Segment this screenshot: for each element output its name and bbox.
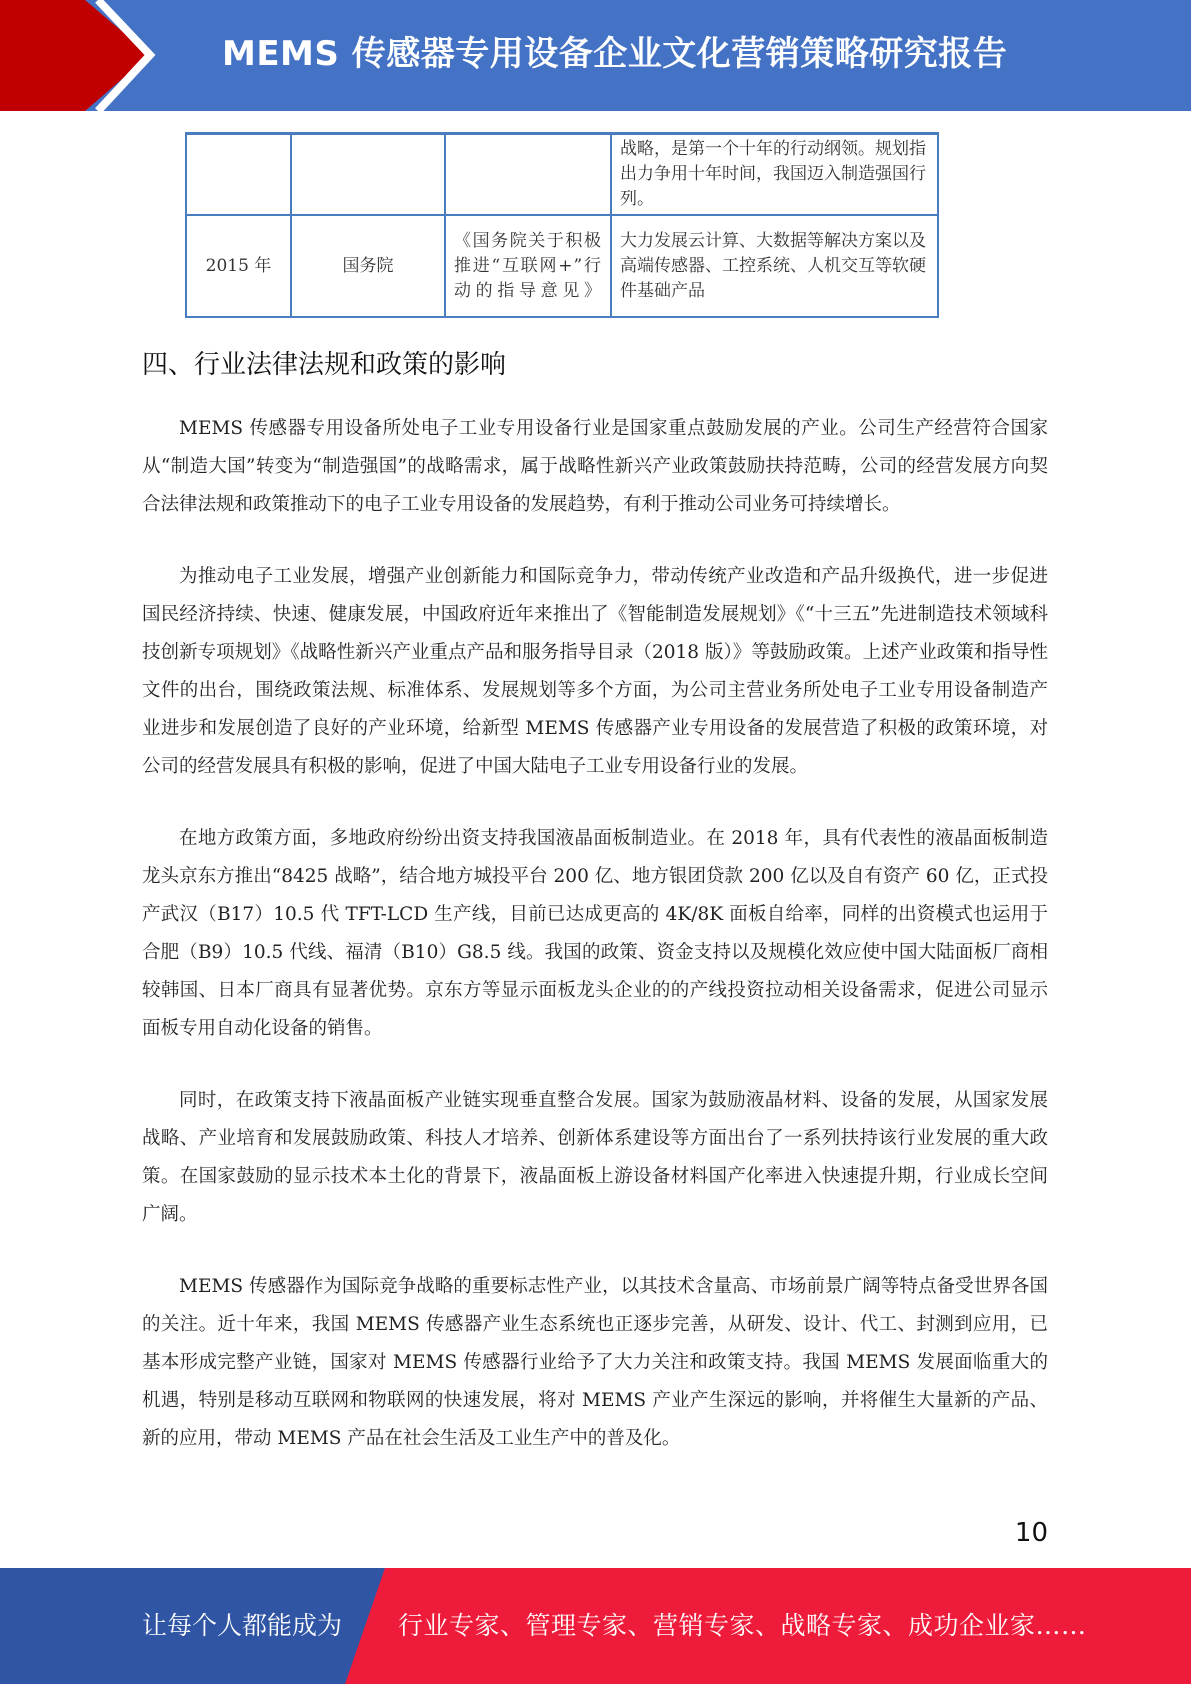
cell-document: [445, 134, 611, 216]
policy-table: [185, 132, 937, 318]
page-footer: [0, 1568, 1191, 1684]
cell-year: 2015 年: [186, 215, 291, 317]
report-title: MEMS 传感器专用设备企业文化营销策略研究报告: [222, 34, 1008, 74]
paragraph: 为推动电子工业发展，增强产业创新能力和国际竞争力，带动传统产业改造和产品升级换代，进一步促进国民经济持续、快速、健康发展，中国政府近年来推出了《智能制造发展规划》《“十三五”先进制造技术领域科技创新专项规划》《战略性新兴产业重点产品和服务指导目录（2018 版）》等鼓励政策。上述产业政策和指导性文件的出台，围绕政策法规、标准体系、发展规划等多个方面，为公司主营业务所处电子工业专用设备制造产业进步和发展创造了良好的产业环境，给新型 MEMS 传感器产业专用设备的发展营造了积极的政策环境，对公司的经营发展具有积极的影响，促进了中国大陆电子工业专用设备行业的发展。: [142, 566, 1048, 777]
cell-content: 大力发展云计算、大数据等解决方案以及高端传感器、工控系统、人机交互等软硬件基础产品: [611, 215, 938, 317]
page-number: 10: [1014, 1518, 1048, 1548]
page-header: [0, 0, 1191, 111]
section-heading: 四、行业法律法规和政策的影响: [142, 350, 507, 380]
cell-document: 《国务院关于积极推进“互联网+”行动的指导意见》: [445, 215, 611, 317]
table-row: [186, 134, 938, 216]
footer-slogan-left: 让每个人都能成为: [142, 1611, 343, 1640]
paragraph: 同时，在政策支持下液晶面板产业链实现垂直整合发展。国家为鼓励液晶材料、设备的发展，从国家发展战略、产业培育和发展鼓励政策、科技人才培养、创新体系建设等方面出台了一系列扶持该行业发展的重大政策。在国家鼓励的显示技术本土化的背景下，液晶面板上游设备材料国产化率进入快速提升期，行业成长空间广阔。: [142, 1090, 1048, 1225]
cell-content: 战略，是第一个十年的行动纲领。规划指出力争用十年时间，我国迈入制造强国行列。: [611, 134, 938, 216]
footer-slogan-right: 行业专家、管理专家、营销专家、战略专家、成功企业家……: [398, 1611, 1087, 1640]
paragraph: MEMS 传感器作为国际竞争战略的重要标志性产业，以其技术含量高、市场前景广阔等特点备受世界各国的关注。近十年来，我国 MEMS 传感器产业生态系统也正逐步完善，从研发、设计、代工、封测到应用，已基本形成完整产业链，国家对 MEMS 传感器行业给予了大力关注和政策支持。我国 MEMS 发展面临重大的机遇，特别是移动互联网和物联网的快速发展，将对 MEMS 产业产生深远的影响，并将催生大量新的产品、新的应用，带动 MEMS 产品在社会生活及工业生产中的普及化。: [142, 1276, 1048, 1449]
cell-agency: 国务院: [291, 215, 445, 317]
header-red-arrow: [0, 0, 150, 111]
cell-agency: [291, 134, 445, 216]
table-row: [186, 215, 938, 317]
body-text: [142, 410, 1048, 1492]
paragraph: 在地方政策方面，多地政府纷纷出资支持我国液晶面板制造业。在 2018 年，具有代表性的液晶面板制造龙头京东方推出“8425 战略”，结合地方城投平台 200 亿、地方银团贷款 200 亿以及自有资产 60 亿，正式投产武汉（B17）10.5 代 TFT-LCD 生产线，目前已达成更高的 4K/8K 面板自给率，同样的出资模式也运用于合肥（B9）10.5 代线、福清（B10）G8.5 线。我国的政策、资金支持以及规模化效应使中国大陆面板厂商相较韩国、日本厂商具有显著优势。京东方等显示面板龙头企业的的产线投资拉动相关设备需求，促进公司显示面板专用自动化设备的销售。: [142, 828, 1048, 1039]
cell-year: [186, 134, 291, 216]
paragraph: MEMS 传感器专用设备所处电子工业专用设备行业是国家重点鼓励发展的产业。公司生产经营符合国家从“制造大国”转变为“制造强国”的战略需求，属于战略性新兴产业政策鼓励扶持范畴，公司的经营发展方向契合法律法规和政策推动下的电子工业专用设备的发展趋势，有利于推动公司业务可持续增长。: [142, 418, 1048, 515]
